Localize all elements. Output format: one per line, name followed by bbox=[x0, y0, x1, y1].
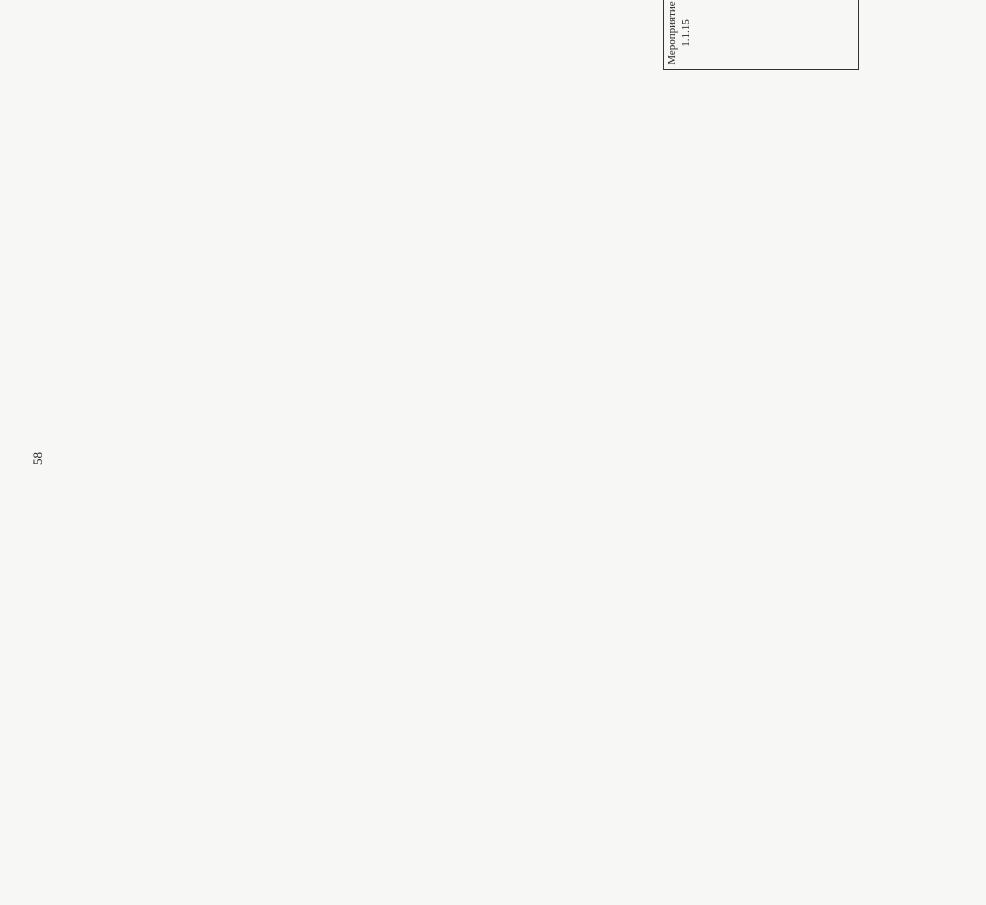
table-row bbox=[938, 0, 955, 70]
budget-table bbox=[520, 0, 986, 70]
page-number: 58 bbox=[30, 452, 45, 465]
table-row bbox=[538, 0, 600, 70]
table-row bbox=[632, 0, 664, 70]
table-row bbox=[521, 0, 538, 70]
table-row bbox=[859, 0, 891, 70]
rotated-budget-table bbox=[520, 0, 980, 70]
table-row bbox=[955, 0, 986, 70]
table-row bbox=[664, 0, 859, 70]
measure-number: Мероприятие 1.1.15 bbox=[664, 0, 859, 70]
table-row bbox=[891, 0, 938, 70]
table-row bbox=[600, 0, 632, 70]
